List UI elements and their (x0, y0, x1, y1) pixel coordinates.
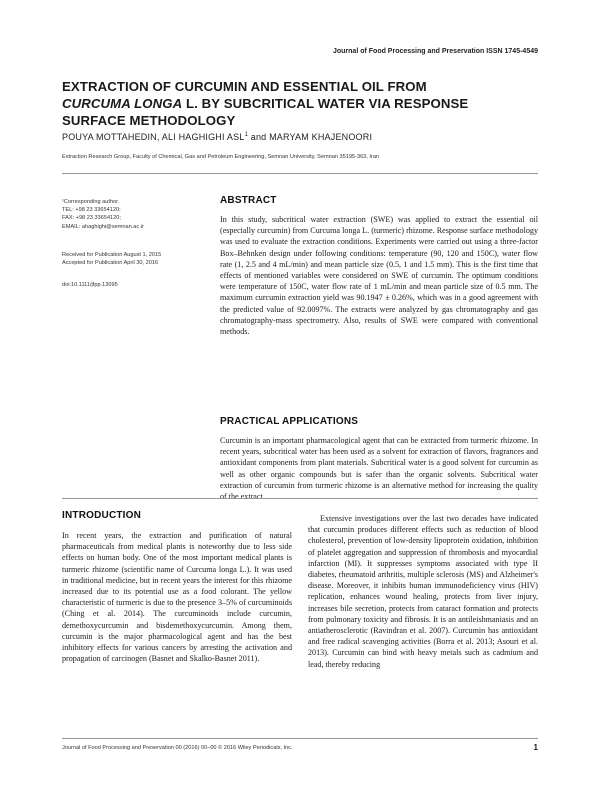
corresponding-marker: 1 (244, 132, 249, 138)
telephone: TEL: +98 23 33654120; (62, 207, 121, 214)
journal-header: Journal of Food Processing and Preservation ISSN 1745-4549 (332, 48, 538, 55)
received-date: Received for Publication August 1, 2015 (62, 252, 162, 258)
introduction-heading: INTRODUCTION (62, 510, 142, 521)
authors-part-2: and MARYAM KHAJENOORI (248, 132, 373, 142)
doi[interactable]: doi:10.1111/jfpp.13095 (62, 282, 118, 288)
title-species: CURCUMA LONGA (62, 96, 183, 111)
publication-dates (62, 251, 202, 267)
article-title (62, 78, 542, 129)
author-list (62, 132, 372, 142)
introduction-paragraph-1: In recent years, the extraction and purification of natural pharmaceuticals from medical plants is noteworthy due to less side effects on human body. One of the most important medical plants is turmeric rhizome (scientific name of Curcuma longa L.). It was used in traditional medicine, but in recent years the interest for this rhizome increased due to its potential use as a food colorant. The yellow characteristic of turmeric is due to the presence 3–5% of curcuminoids (Ching et al. 2014). The curcuminoids include curcumin, demethoxycurcumin and bisdemethoxycurcumin. Among them, curcumin is the major pharmacological agent and has the best inhibitory effects for various cancers by arresting the activation and propagation of carcinogen (Basnet and Skalko-Basnet 2011). (62, 531, 292, 664)
affiliation: Extraction Research Group, Faculty of Chemical, Gas and Petroleum Engineering, Semnan University, Semnan 35195-363, Iran (62, 154, 380, 160)
title-line-2: L. BY SUBCRITICAL WATER VIA RESPONSE (182, 96, 469, 111)
introduction-left-column (62, 530, 292, 664)
email[interactable]: EMAIL: ahaghighi@semnan.ac.ir (62, 223, 144, 230)
practical-applications-heading: PRACTICAL APPLICATIONS (220, 416, 359, 427)
title-line-1: EXTRACTION OF CURCUMIN AND ESSENTIAL OIL FROM (62, 79, 427, 94)
accepted-date: Accepted for Publication April 30, 2016 (62, 260, 159, 267)
practical-applications-text: Curcumin is an important pharmacological agent that can be extracted from turmeric rhizome. In recent years, subcritical water has been used as a solvent for extraction of flavors, fragrances and antioxidant components from plant materials. Subcritical water is a good solvent for curcumin as well as other organic compounds but is safer than the organic solvents. Subcritical water extraction of curcumin from turmeric rhizome is an alternative method for increasing the quality of the extract. (220, 436, 538, 502)
footer-citation: Journal of Food Processing and Preservation 00 (2016) 00–00 © 2016 Wiley Periodicals, Inc. (62, 745, 293, 751)
introduction-paragraph-2: Extensive investigations over the last two decades have indicated that curcumin produces different effects such as reduction of blood cholesterol, prevention of low-density lipoprotein oxidation, inhibition of platelet aggregation and suppression of thrombosis and myocardial infarction (MI). It suppresses symptoms associated with type II diabetes, rheumatoid arthritis, multiple sclerosis (MS) and Alzheimer's disease. Moreover, it inhibits human immunodeficiency virus (HIV) replication, enhances wound healing, protects from liver injury, increases bile secretion, protects from cataract formation and protects from pulmonary toxicity and fibrosis. It is an antileishmaniasis and an antiatherosclerotic (Ravindran et al. 2007). Curcumin has antioxidant and free radical scavenging activities (Borra et al. 2013; Asouri et al. 2013). Curcumin can bind with heavy metals such as cadmium and lead, thereby reducing (308, 514, 538, 669)
footer-divider (62, 738, 538, 739)
correspondence-block (62, 198, 202, 231)
title-line-3: SURFACE METHODOLOGY (62, 113, 236, 128)
corresponding-label: ¹Corresponding author. (62, 199, 120, 205)
authors-part-1: POUYA MOTTAHEDIN, ALI HAGHIGHI ASL (62, 132, 245, 142)
fax: FAX: +98 23 33654120; (62, 215, 121, 222)
abstract-text: In this study, subcritical water extraction (SWE) was applied to extract the essential oil (especially curcumin) from Curcuma longa L. (turmeric) rhizome. Response surface methodology was used to evaluate the extraction conditions. Experiments were carried out using a three-factor Box–Behnken design under following conditions: temperature (90, 120 and 150C), water flow rate (1, 2.5 and 4 mL/min) and mean particle size (0.5, 1 and 1.5 mm). This is the first time that effects of mentioned variables were considered on SWE of curcumin. The optimum conditions were temperature of 150C, water flow rate of 1 mL/min and mean particle size of 0.5 mm. The maximum curcumin extraction yield was 90.1947 ± 0.26%, which was in a good agreement with the predicted value of 92.0097%. The extracts were analyzed by gas chromatography and gas chromatography-mass spectrometry. Also, results of SWE were compared with conventional methods. (220, 215, 538, 337)
abstract-heading: ABSTRACT (220, 195, 277, 206)
introduction-right-column (308, 513, 538, 670)
section-divider (62, 498, 538, 499)
header-divider (62, 173, 538, 174)
page-number: 1 (533, 743, 538, 752)
